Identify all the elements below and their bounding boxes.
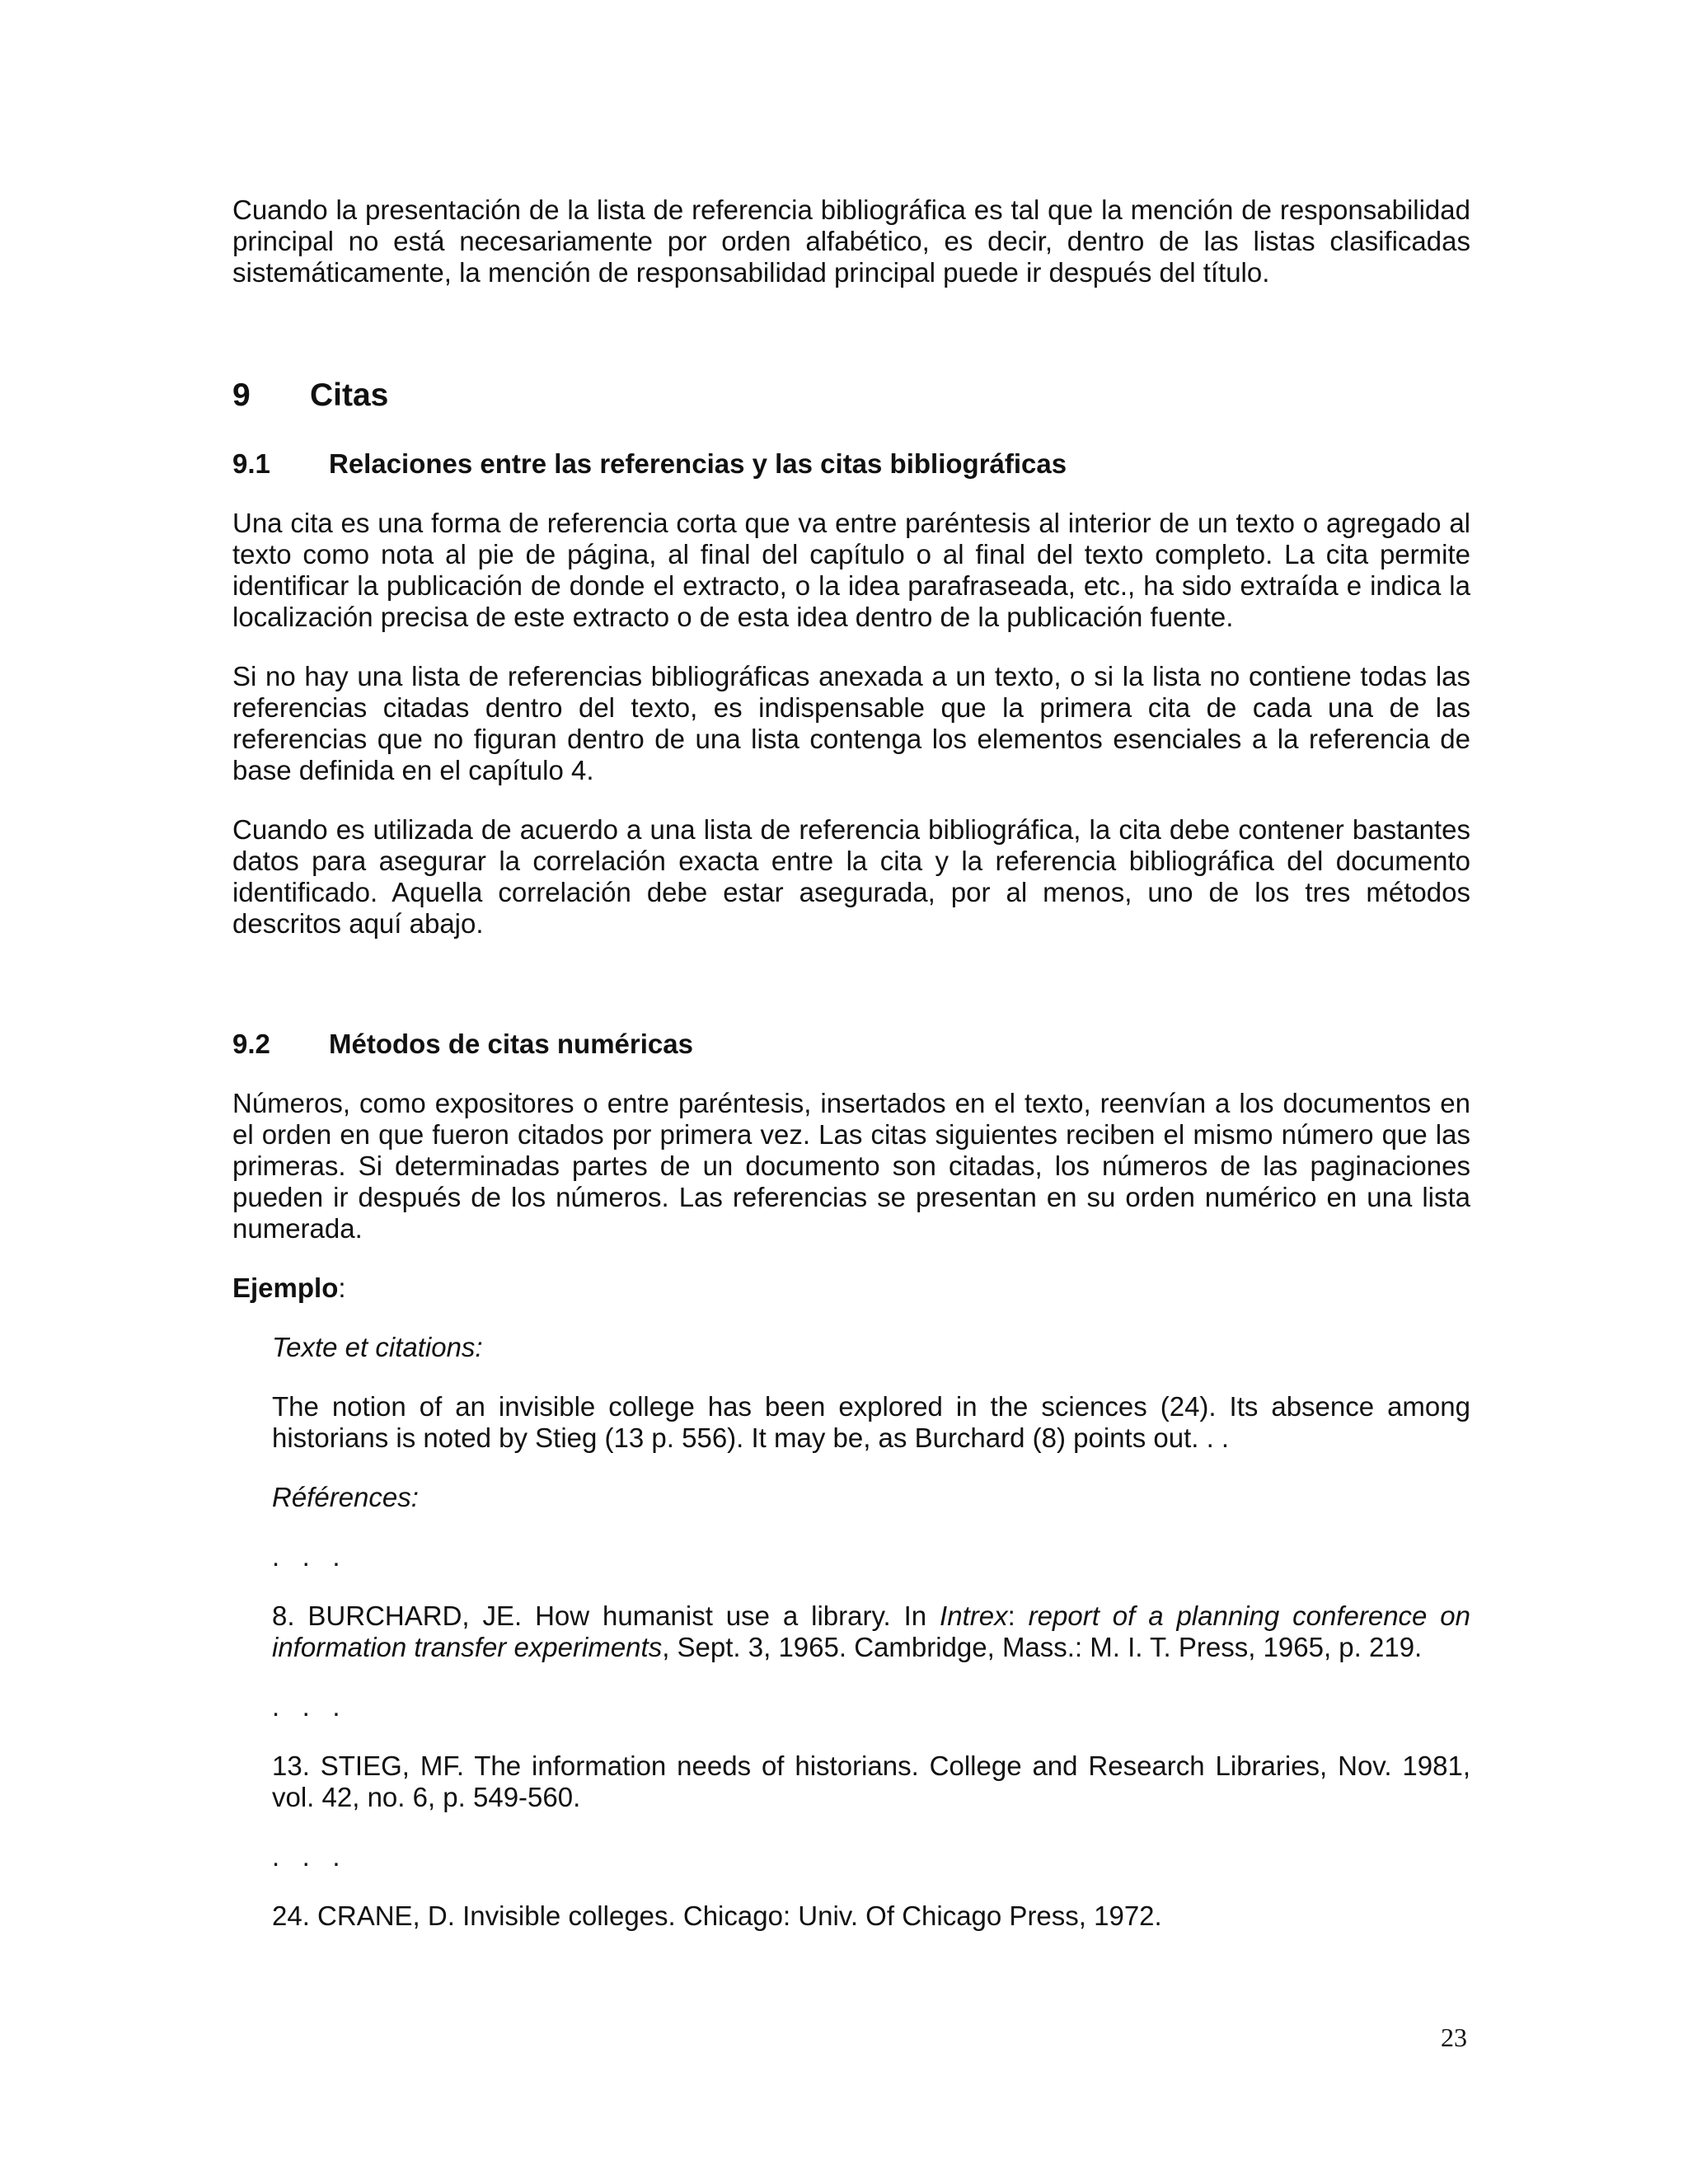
section-number: 9 — [232, 377, 251, 413]
section-title: Citas — [310, 377, 389, 413]
reference-8-lead: 8. BURCHARD, JE. How humanist use a library. In — [272, 1601, 940, 1631]
subsection-number: 9.1 — [232, 448, 270, 479]
subsection-heading-9-1 — [232, 448, 1470, 480]
reference-entry-8 — [272, 1601, 1470, 1663]
reference-8-italic-subtitle: report of a planning conference on information transfer experiments — [272, 1601, 1471, 1662]
paragraph: Si no hay una lista de referencias bibliográficas anexada a un texto, o si la lista no contiene todas las referencias citadas dentro del texto, es indispensable que la primera cita de cada una de las referencias que no figuran dentro de una lista contenga los elementos esenciales a la referencia de base definida en el capítulo 4. — [232, 661, 1470, 785]
example-label-suffix: : — [338, 1272, 346, 1303]
subsection-title: Métodos de citas numéricas — [329, 1029, 693, 1059]
page-number: 23 — [1441, 2022, 1467, 2052]
reference-8-italic-title: Intrex — [940, 1601, 1008, 1631]
subsection-number: 9.2 — [232, 1029, 270, 1059]
subsection-heading-9-2 — [232, 1029, 1470, 1060]
reference-8-tail: , Sept. 3, 1965. Cambridge, Mass.: M. I. T. Press, 1965, p. 219. — [662, 1632, 1423, 1662]
intro-paragraph: Cuando la presentación de la lista de referencia bibliográfica es tal que la mención de responsabilidad principal no está necesariamente por orden alfabético, es decir, dentro de las listas clasificadas sistemáticamente, la mención de responsabilidad principal puede ir después del título. — [232, 194, 1470, 288]
reference-8-separator: : — [1007, 1601, 1029, 1631]
example-block — [272, 1332, 1470, 1932]
document-page — [232, 194, 1470, 1960]
paragraph: Una cita es una forma de referencia corta que va entre paréntesis al interior de un texto o agregado al texto como nota al pie de página, al final del capítulo o al final del texto completo. La cita permite identificar la publicación de donde el extracto, o la idea parafraseada, etc., ha sido extraída e indica la localización precisa de este extracto o de esta idea dentro de la publicación fuente. — [232, 508, 1470, 632]
ellipsis: . . . — [272, 1541, 340, 1572]
reference-entry-13: 13. STIEG, MF. The information needs of historians. College and Research Libraries, Nov. 1981, vol. 42, no. 6, p. 549-560. — [272, 1750, 1470, 1812]
subsection-title: Relaciones entre las referencias y las citas bibliográficas — [329, 448, 1067, 479]
section-heading — [232, 377, 1470, 414]
ellipsis: . . . — [272, 1691, 340, 1722]
example-label — [232, 1272, 1470, 1304]
reference-entry-24: 24. CRANE, D. Invisible colleges. Chicago: Univ. Of Chicago Press, 1972. — [272, 1900, 1162, 1931]
references-heading: Références: — [272, 1482, 419, 1512]
example-text-body: The notion of an invisible college has been explored in the sciences (24). Its absence among historians is noted by Stieg (13 p. 556). It may be, as Burchard (8) points out. . . — [272, 1391, 1470, 1453]
ellipsis: . . . — [272, 1841, 340, 1872]
example-text-heading: Texte et citations: — [272, 1332, 483, 1362]
paragraph: Números, como expositores o entre paréntesis, insertados en el texto, reenvían a los documentos en el orden en que fueron citados por primera vez. Las citas siguientes reciben el mismo número que las primeras. Si determinadas partes de un documento son citadas, los números de las paginaciones pueden ir después de los números. Las referencias se presentan en su orden numérico en una lista numerada. — [232, 1088, 1470, 1244]
paragraph: Cuando es utilizada de acuerdo a una lista de referencia bibliográfica, la cita debe contener bastantes datos para asegurar la correlación exacta entre la cita y la referencia bibliográfica del documento identificado. Aquella correlación debe estar asegurada, por al menos, uno de los tres métodos descritos aquí abajo. — [232, 814, 1470, 939]
example-label-text: Ejemplo — [232, 1272, 339, 1303]
